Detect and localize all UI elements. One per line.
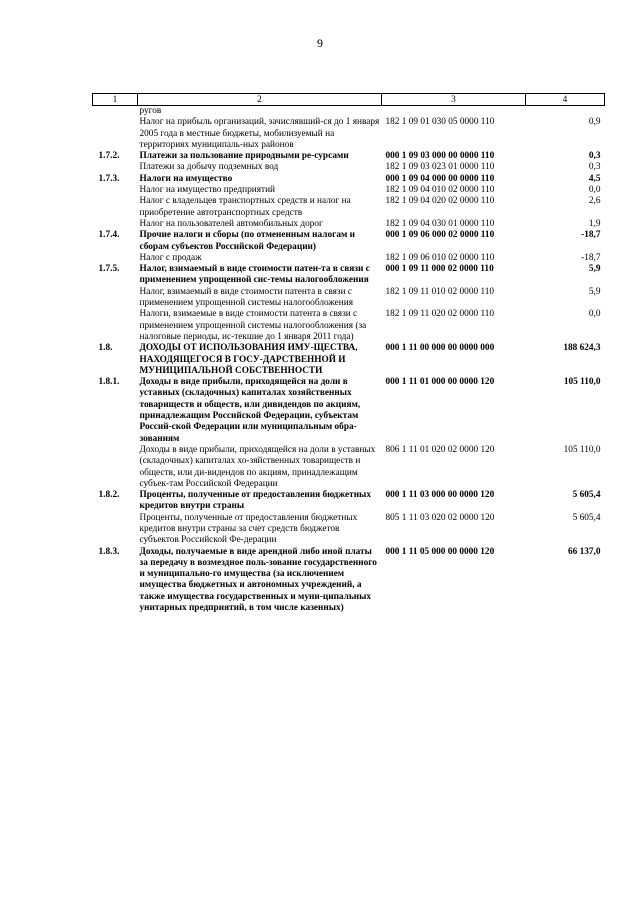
table-header (93, 94, 605, 106)
row-value: 5,9 (588, 286, 601, 297)
row-name: Прочие налоги и сборы (по отмененным налогам и сборам субъектов Российской Федерации) (139, 230, 355, 252)
budget-table (92, 93, 605, 614)
table-row (93, 174, 605, 185)
row-number: 1.7.5. (98, 264, 120, 275)
row-code: 182 1 09 04 020 02 0000 110 (385, 196, 495, 207)
row-value: 66 137,0 (567, 546, 601, 557)
row-name: Налоги на имущество (139, 173, 233, 184)
row-code: 000 1 09 04 000 00 0000 110 (385, 173, 495, 184)
row-code: 182 1 09 11 010 02 0000 110 (385, 286, 495, 297)
row-name: Налог на прибыль организаций, зачислявший-ся до 1 января 2005 года в местные бюджеты, мобилизуемый на территориях муниципаль-ных районов (139, 117, 380, 150)
row-value: -18,7 (581, 230, 601, 241)
row-value: 0,3 (588, 162, 601, 173)
row-name: Налог с владельцев транспортных средств и налог на приобретение автотранспортных средств (139, 196, 351, 218)
table-row (93, 445, 605, 490)
row-name: ругов (139, 106, 162, 116)
header-col-1: 1 (93, 94, 138, 106)
table-row (93, 343, 605, 377)
row-code: 182 1 09 11 020 02 0000 110 (385, 309, 495, 320)
row-value: 2,6 (588, 196, 601, 207)
row-code: 182 1 09 03 023 01 0000 110 (385, 162, 495, 173)
row-name: Проценты, полученные от предоставления бюджетных кредитов внутри страны (139, 490, 371, 512)
page-number: 9 (317, 36, 323, 50)
row-name: Платежи за добычу подземных вод (139, 162, 279, 173)
row-value: -18,7 (581, 252, 601, 263)
table-row (93, 230, 605, 253)
table-row (93, 547, 605, 615)
row-code: 000 1 11 05 000 00 0000 120 (385, 546, 495, 557)
table-row (93, 151, 605, 162)
row-value: 5 605,4 (572, 490, 601, 501)
row-code: 182 1 09 06 010 02 0000 110 (385, 252, 495, 263)
row-code: 182 1 09 04 010 02 0000 110 (385, 185, 495, 196)
row-value: 1,9 (588, 218, 601, 229)
header-col-3: 3 (382, 94, 526, 106)
row-number: 1.8.3. (98, 546, 120, 557)
row-code: 000 1 09 06 000 02 0000 110 (385, 230, 495, 241)
row-number (93, 513, 138, 547)
row-value: 0,9 (588, 117, 601, 128)
row-number: 1.8. (98, 343, 113, 354)
table-row (93, 377, 605, 445)
row-name: Доходы в виде прибыли, приходящейся на доли в уставных (складочных) капиталах хо-зяйственных товариществ и обществ, или ди-видендов по акциям, принадлежащим субъек-там Российской Федерации (139, 444, 376, 489)
row-number (93, 162, 138, 173)
table-row (93, 490, 605, 513)
row-name: Налог на пользователей автомобильных дорог (139, 218, 323, 229)
row-value: 0,0 (588, 309, 601, 320)
table-row (93, 219, 605, 230)
row-name: Платежи за пользование природными ре-сурсами (139, 151, 349, 162)
row-number: 1.7.2. (98, 151, 120, 162)
row-number (93, 309, 138, 343)
row-number (93, 445, 138, 490)
row-code: 000 1 09 03 000 00 0000 110 (385, 151, 495, 162)
header-col-2: 2 (138, 94, 382, 106)
row-code: 000 1 11 01 000 00 0000 120 (385, 377, 495, 388)
row-code: 806 1 11 01 020 02 0000 120 (385, 444, 495, 455)
row-number: 1.8.2. (98, 490, 120, 501)
row-number (93, 287, 138, 310)
row-code (382, 106, 526, 118)
row-name: Налог, взимаемый в виде стоимости патента в связи с применением упрощенной системы налогообложения (139, 286, 354, 309)
row-name: Налоги, взимаемые в виде стоимости патента в связи с применением упрощенной системы налогообложения (за налоговые периоды, ис-текшие до 1 января 2011 года) (139, 309, 367, 342)
table-row (93, 117, 605, 151)
row-name: Проценты, полученные от предоставления бюджетных кредитов внутри страны за счет средств бюджетов субъектов Российской Фе-дерации (139, 512, 358, 546)
row-code: 000 1 11 00 000 00 0000 000 (385, 343, 495, 354)
table-row (93, 264, 605, 287)
table-row (93, 513, 605, 547)
table-body (93, 106, 605, 615)
row-number (93, 196, 138, 219)
row-value: 5,9 (588, 264, 601, 275)
row-number: 1.7.3. (98, 173, 120, 184)
row-code: 000 1 09 11 000 02 0000 110 (385, 264, 494, 275)
table-row (93, 287, 605, 310)
row-name: Налог на имущество предприятий (139, 185, 276, 196)
table-row (93, 162, 605, 173)
table-row (93, 185, 605, 196)
table-row (93, 309, 605, 343)
row-code: 182 1 09 04 030 01 0000 110 (385, 218, 495, 229)
row-number (93, 117, 138, 151)
row-value: 188 624,3 (563, 343, 601, 354)
row-value: 0,3 (588, 151, 601, 162)
row-value: 4,5 (588, 173, 601, 184)
row-value: 105 110,0 (563, 377, 601, 388)
table-row (93, 253, 605, 264)
row-value: 5 605,4 (572, 512, 601, 523)
row-value (526, 106, 605, 118)
row-name: ДОХОДЫ ОТ ИСПОЛЬЗОВАНИЯ ИМУ-ЩЕСТВА, НАХОДЯЩЕГОСЯ В ГОСУ-ДАРСТВЕННОЙ И МУНИЦИПАЛЬНОЙ СОБСТВЕННОСТИ (139, 343, 358, 376)
row-code: 805 1 11 03 020 02 0000 120 (385, 512, 495, 523)
row-number (93, 106, 138, 118)
row-value: 105 110,0 (563, 444, 601, 455)
row-number (93, 253, 138, 264)
row-name: Доходы, получаемые в виде арендной либо иной платы за передачу в возмездное поль-зование государственного и муниципально-го имущества (за исключением имущества бюджетных и автономных учреждений, а также имущества государственных и муни-ципальных унитарных предприятий, в том числе казенных) (139, 546, 377, 614)
row-number: 1.7.4. (98, 230, 120, 241)
row-name: Налог с продаж (139, 252, 202, 263)
header-col-4: 4 (526, 94, 605, 106)
row-code: 000 1 11 03 000 00 0000 120 (385, 490, 495, 501)
row-value: 0,0 (588, 185, 601, 196)
row-number (93, 219, 138, 230)
table-row (93, 106, 605, 118)
row-number (93, 185, 138, 196)
row-code: 182 1 09 01 030 05 0000 110 (385, 117, 495, 128)
row-name: Доходы в виде прибыли, приходящейся на доли в уставных (складочных) капиталах хозяйственных товариществ и обществ, или дивидендов по акциям, принадлежащим Российской Федерации, субъектам Россий-ской Федерации или муниципальным обра-зованиям (139, 377, 361, 444)
table-row (93, 196, 605, 219)
row-number: 1.8.1. (98, 377, 120, 388)
row-name: Налог, взимаемый в виде стоимости патен-та в связи с применением упрощенной сис-темы налогообложения (139, 264, 370, 286)
